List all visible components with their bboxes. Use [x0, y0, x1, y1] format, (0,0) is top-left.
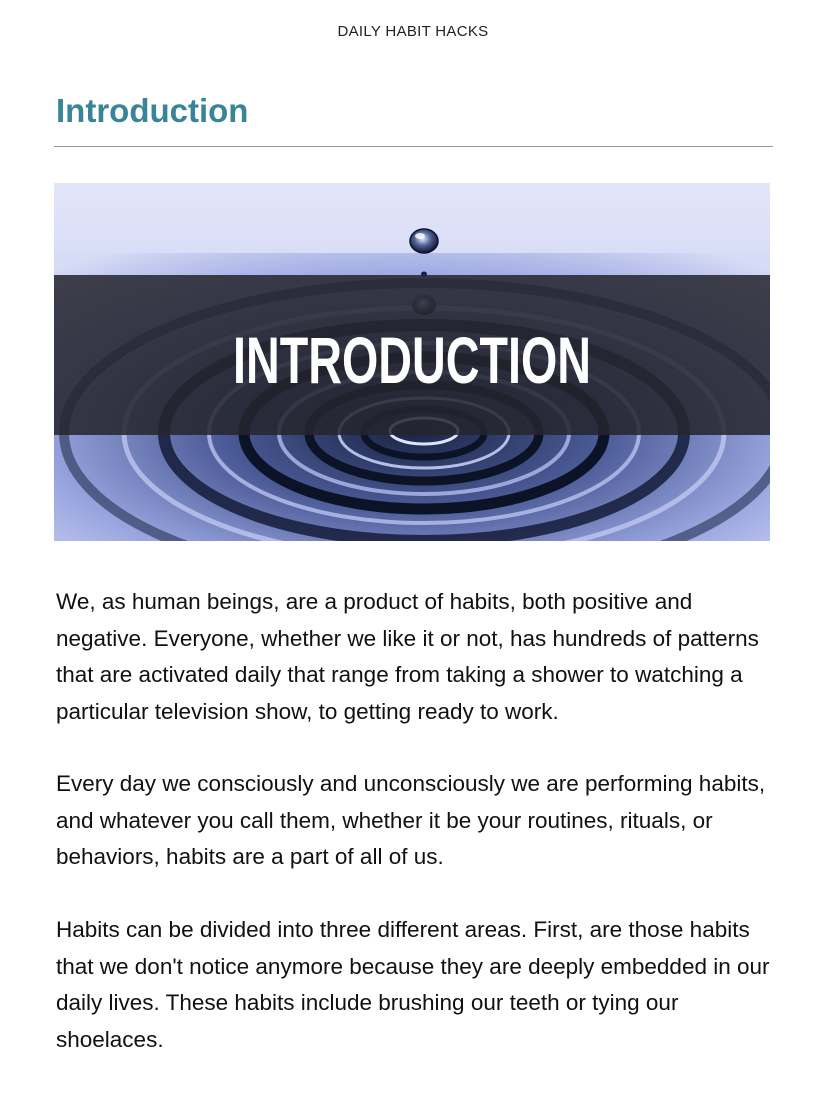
- hero-image: [54, 183, 770, 541]
- chapter-title: Introduction: [56, 92, 249, 129]
- body-paragraph-1: We, as human beings, are a product of habits, both positive and negative. Everyone, whether we like it or not, has hundreds of patterns that are activated daily that range from taking a shower to watching a particular television show, to getting ready to work.: [56, 589, 759, 724]
- body-paragraph-3: Habits can be divided into three different areas. First, are those habits that we don't notice anymore because they are deeply embedded in our daily lives. These habits include brushing our teeth or tying our shoelaces.: [56, 917, 770, 1052]
- body-paragraph-2: Every day we consciously and unconsciously we are performing habits, and whatever you call them, whether it be your routines, rituals, or behaviors, habits are a part of all of us.: [56, 771, 766, 869]
- running-header: DAILY HABIT HACKS: [337, 23, 489, 40]
- title-divider: [54, 146, 773, 147]
- water-ripple-illustration: [54, 183, 770, 541]
- hero-banner-text: INTRODUCTION: [233, 323, 591, 397]
